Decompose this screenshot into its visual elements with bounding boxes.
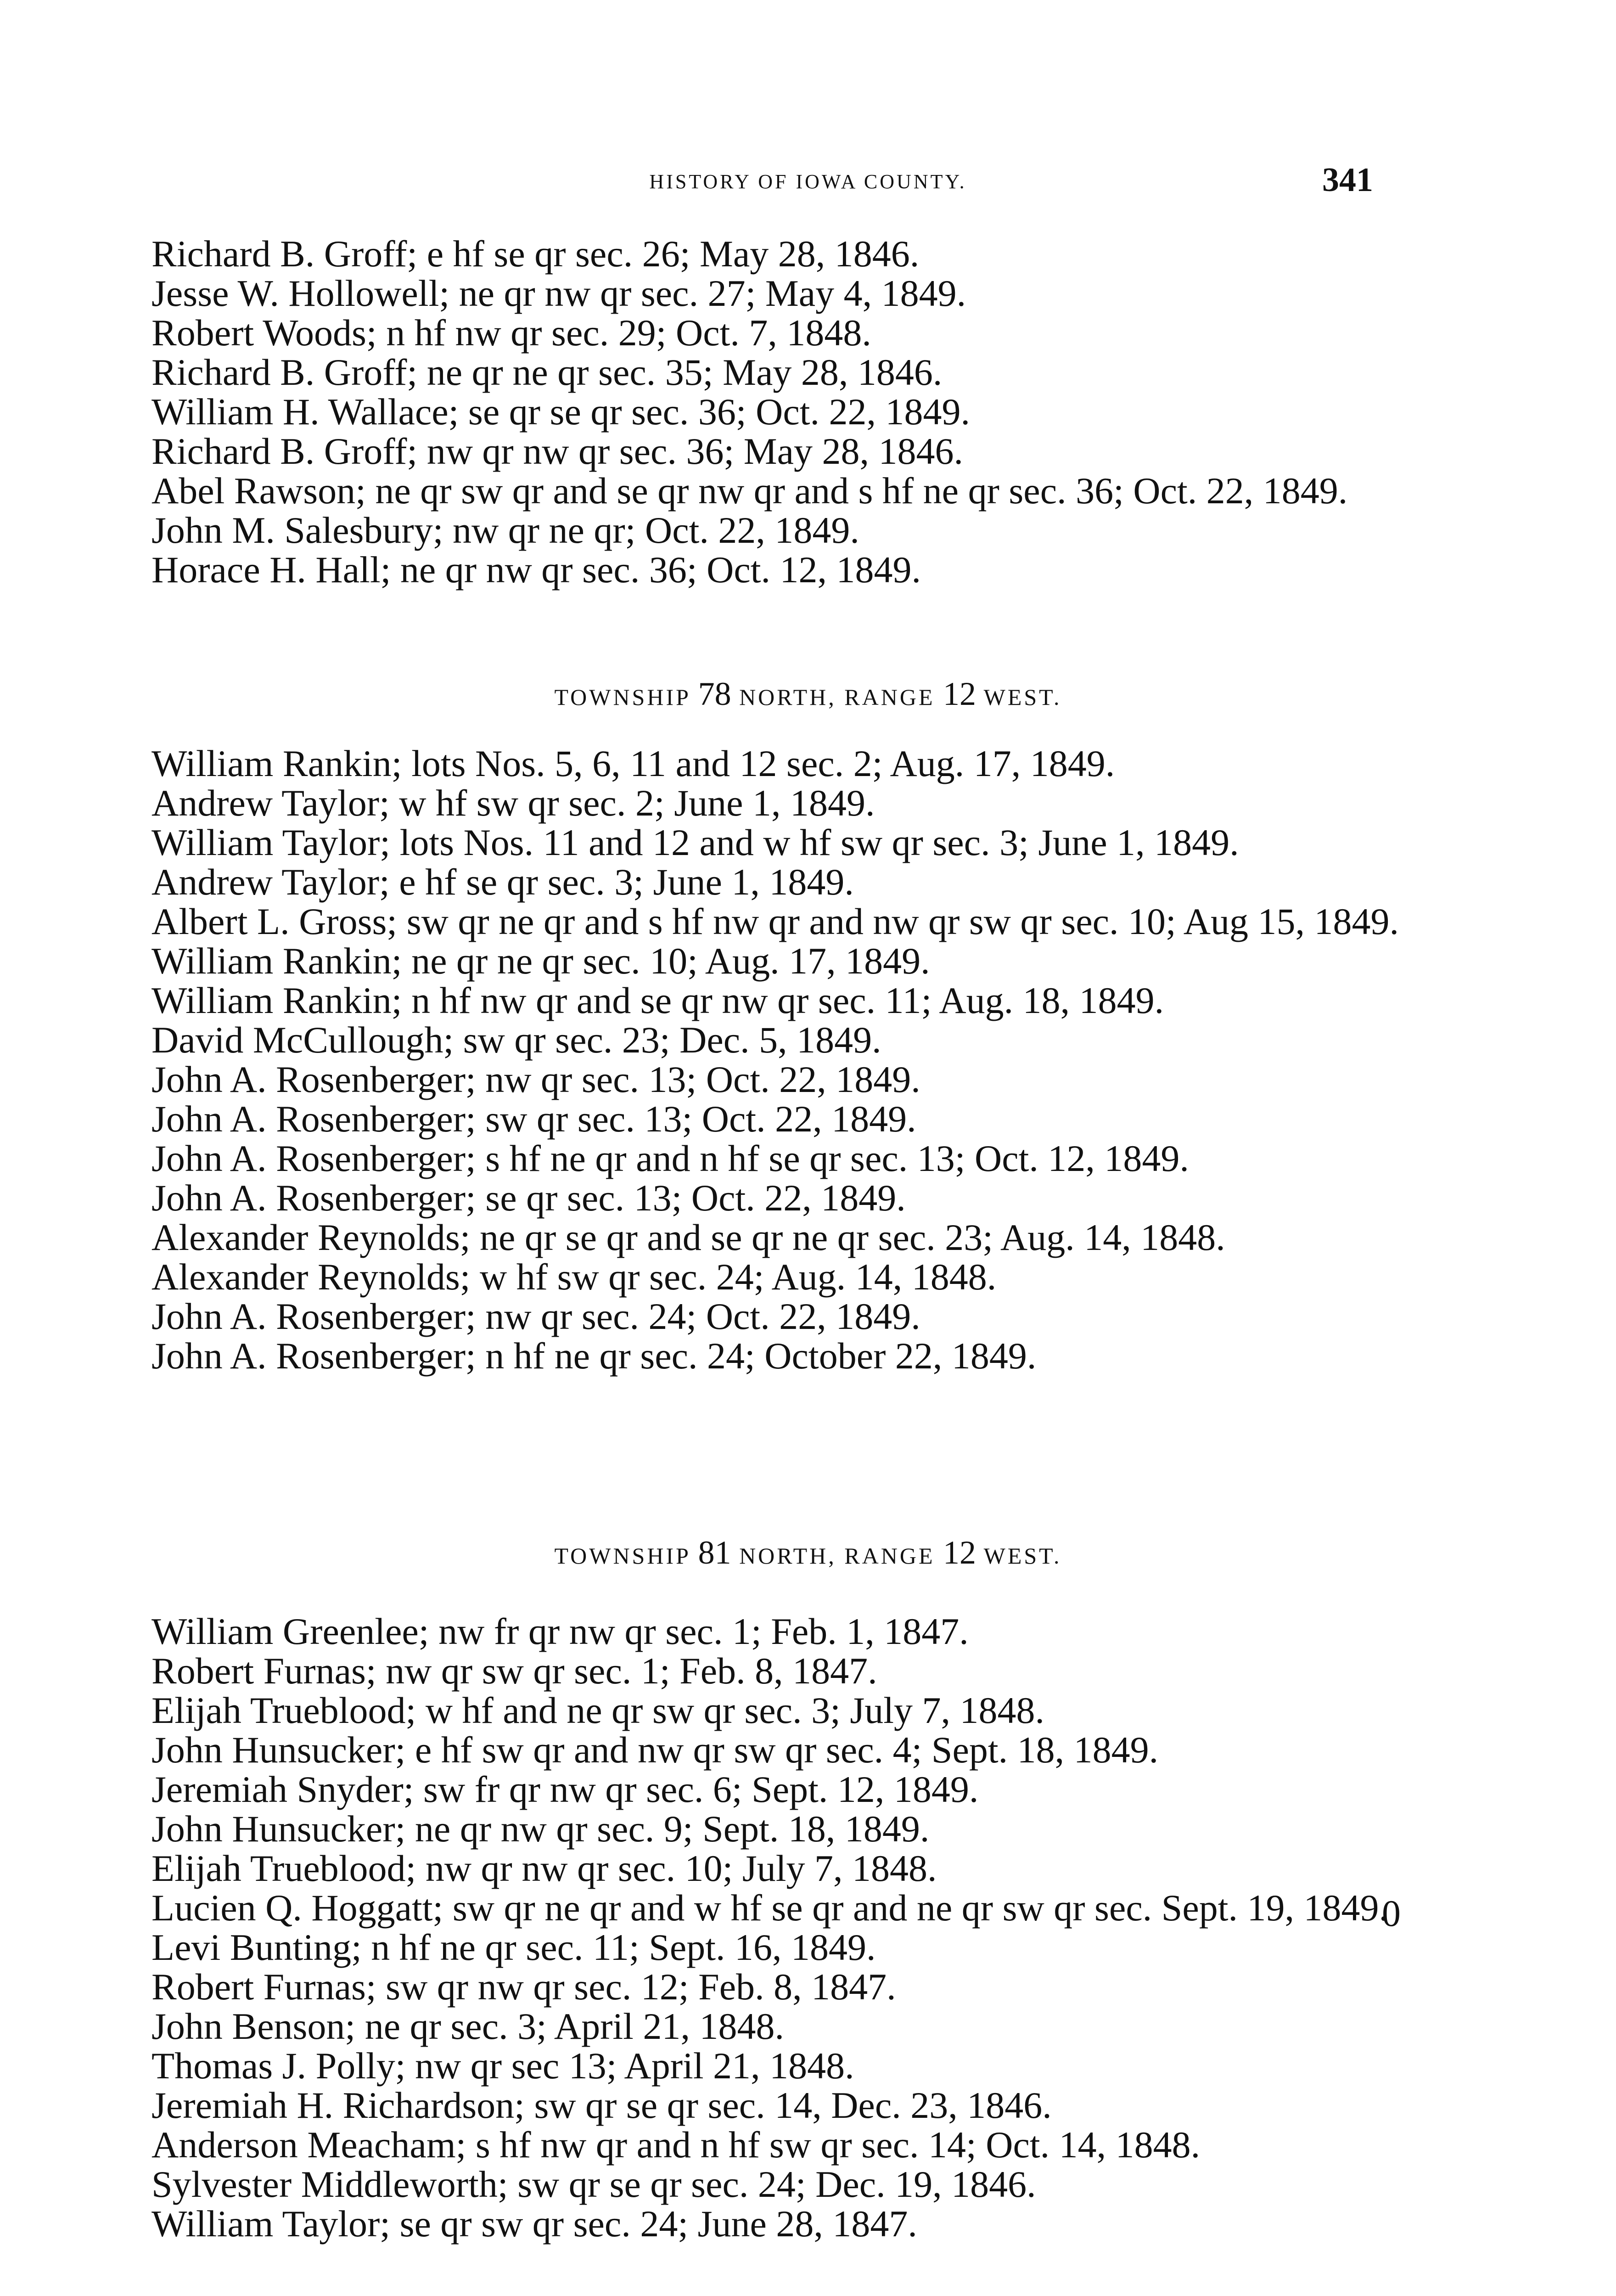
land-entry: William Greenlee; nw fr qr nw qr sec. 1; Feb. 1, 1847. [152,1610,969,1652]
land-entry: William Rankin; lots Nos. 5, 6, 11 and 12 sec. 2; Aug. 17, 1849. [152,743,1115,784]
land-entry: John A. Rosenberger; nw qr sec. 24; Oct. 22, 1849. [152,1295,920,1337]
land-entry: William Rankin; ne qr ne qr sec. 10; Aug. 17, 1849. [152,940,930,982]
running-title: HISTORY OF IOWA COUNTY. [649,170,967,193]
land-entry: John A. Rosenberger; sw qr sec. 13; Oct. 22, 1849. [152,1098,916,1140]
land-entry: William Rankin; n hf nw qr and se qr nw qr sec. 11; Aug. 18, 1849. [152,979,1164,1021]
land-entry: John M. Salesbury; nw qr ne qr; Oct. 22, 1849. [152,509,859,551]
land-entry: Richard B. Groff; nw qr nw qr sec. 36; May 28, 1846. [152,430,964,472]
entry-list-continued [119,234,1409,590]
heading-word: WEST. [983,684,1062,710]
land-entry: Sylvester Middleworth; sw qr se qr sec. 24; Dec. 19, 1846. [152,2163,1036,2205]
land-entry: Abel Rawson; ne qr sw qr and se qr nw qr and s hf ne qr sec. 36; Oct. 22, 1849. [152,470,1348,512]
heading-word: WEST. [983,1543,1062,1569]
land-entry: Richard B. Groff; ne qr ne qr sec. 35; May 28, 1846. [152,351,943,393]
land-entry: Elijah Trueblood; nw qr nw qr sec. 10; July 7, 1848. [152,1847,937,1889]
land-entry: Levi Bunting; n hf ne qr sec. 11; Sept. 16, 1849. [152,1926,876,1968]
land-entry: John A. Rosenberger; se qr sec. 13; Oct. 22, 1849. [152,1177,906,1219]
township-81-entries [119,1612,1409,2244]
heading-word: TOWNSHIP [554,684,690,710]
land-entry: Alexander Reynolds; ne qr se qr and se qr ne qr sec. 23; Aug. 14, 1848. [152,1216,1225,1258]
land-entry: Thomas J. Polly; nw qr sec 13; April 21, 1848. [152,2045,854,2087]
land-entry: John Hunsucker; ne qr nw qr sec. 9; Sept. 18, 1849. [152,1808,930,1850]
heading-word: NORTH, RANGE [739,1543,935,1569]
land-entry: Andrew Taylor; e hf se qr sec. 3; June 1, 1849. [152,861,854,903]
land-entry: John Benson; ne qr sec. 3; April 21, 1848. [152,2005,784,2047]
heading-word: TOWNSHIP [554,1543,690,1569]
land-entry: Robert Furnas; sw qr nw qr sec. 12; Feb. 8, 1847. [152,1966,896,2008]
land-entry: John A. Rosenberger; n hf ne qr sec. 24; October 22, 1849. [152,1335,1037,1377]
township-78-entries [119,744,1409,1376]
land-entry: John A. Rosenberger; nw qr sec. 13; Oct. 22, 1849. [152,1058,920,1100]
township-number: 81 [698,1534,731,1571]
land-entry: Andrew Taylor; w hf sw qr sec. 2; June 1, 1849. [152,782,875,824]
township-78-heading [0,675,1616,713]
range-number: 12 [943,1534,976,1571]
township-81-heading [0,1534,1616,1572]
land-entry: John A. Rosenberger; s hf ne qr and n hf se qr sec. 13; Oct. 12, 1849. [152,1137,1189,1179]
land-entry: Alexander Reynolds; w hf sw qr sec. 24; Aug. 14, 1848. [152,1256,997,1298]
land-entry: David McCullough; sw qr sec. 23; Dec. 5, 1849. [152,1019,881,1061]
land-entry: Albert L. Gross; sw qr ne qr and s hf nw qr and nw qr sw qr sec. 10; Aug 15, 1849. [152,900,1399,942]
land-entry: Elijah Trueblood; w hf and ne qr sw qr sec. 3; July 7, 1848. [152,1689,1045,1731]
land-entry: Horace H. Hall; ne qr nw qr sec. 36; Oct. 12, 1849. [152,549,921,591]
page-number: 341 [1322,161,1373,199]
land-entry: Jeremiah Snyder; sw fr qr nw qr sec. 6; Sept. 12, 1849. [152,1768,979,1810]
land-entry: John Hunsucker; e hf sw qr and nw qr sw qr sec. 4; Sept. 18, 1849. [152,1729,1159,1771]
land-entry: Robert Woods; n hf nw qr sec. 29; Oct. 7, 1848. [152,312,871,354]
heading-word: NORTH, RANGE [739,684,935,710]
range-number: 12 [943,675,976,712]
land-entry: Jeremiah H. Richardson; sw qr se qr sec. 14, Dec. 23, 1846. [152,2084,1052,2126]
land-entry: William Taylor; se qr sw qr sec. 24; June 28, 1847. [152,2203,917,2245]
land-entry: Lucien Q. Hoggatt; sw qr ne qr and w hf se qr and ne qr sw qr sec. Sept. 19, 1849. [152,1887,1389,1929]
township-number: 78 [698,675,731,712]
land-entry: William H. Wallace; se qr se qr sec. 36; Oct. 22, 1849. [152,391,971,433]
land-entry: Robert Furnas; nw qr sw qr sec. 1; Feb. 8, 1847. [152,1650,877,1692]
land-entry: Jesse W. Hollowell; ne qr nw qr sec. 27; May 4, 1849. [152,272,966,314]
margin-note: 0 [1382,1892,1401,1934]
land-entry: Anderson Meacham; s hf nw qr and n hf sw qr sec. 14; Oct. 14, 1848. [152,2124,1201,2166]
land-entry: William Taylor; lots Nos. 11 and 12 and w hf sw qr sec. 3; June 1, 1849. [152,822,1239,863]
land-entry: Richard B. Groff; e hf se qr sec. 26; May 28, 1846. [152,233,920,275]
